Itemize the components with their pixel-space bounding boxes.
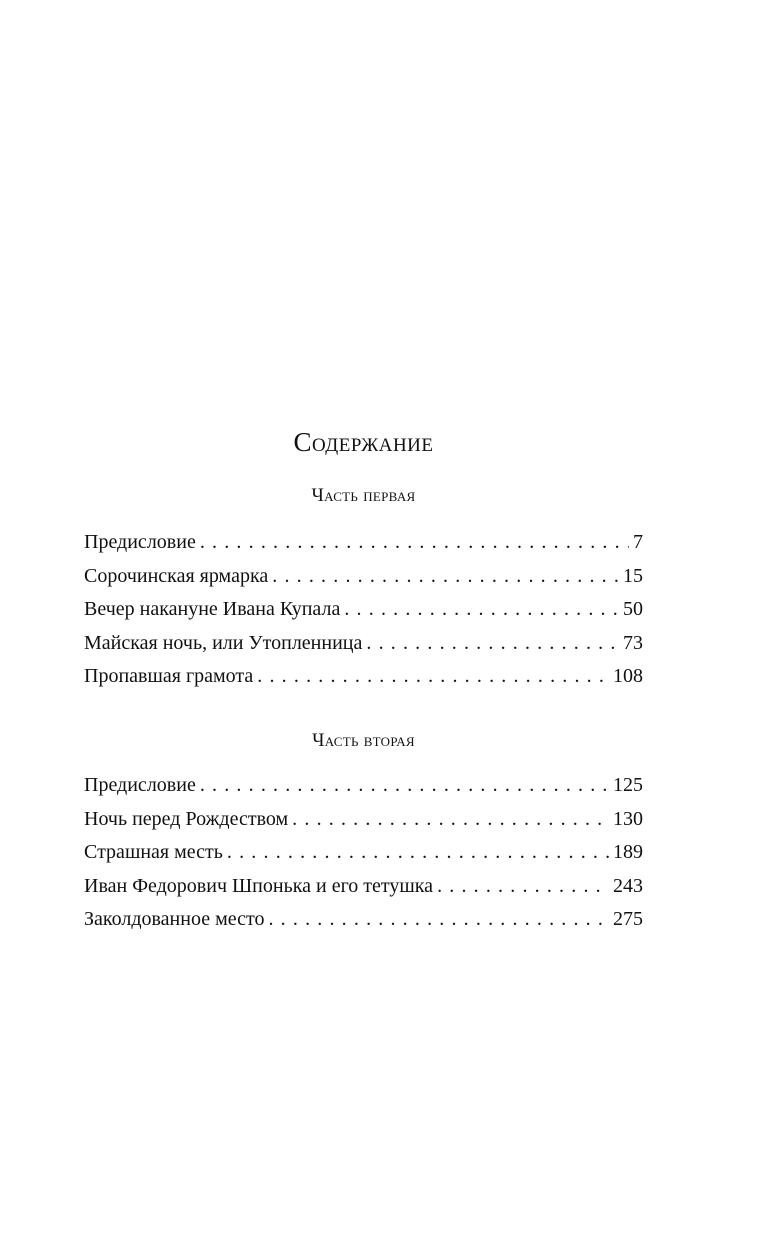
- dot-leader: [437, 872, 609, 900]
- toc-entry[interactable]: [84, 528, 643, 562]
- toc-entry-page: 243: [613, 874, 643, 897]
- toc-entry-label: Вечер накануне Ивана Купала: [84, 598, 341, 620]
- toc-entry[interactable]: [84, 662, 643, 696]
- dot-leader: [268, 905, 609, 933]
- toc-entry-page: 108: [613, 665, 643, 687]
- toc-entry[interactable]: [84, 805, 643, 839]
- toc-entry-page: 130: [613, 807, 643, 830]
- section-title-part-two: Часть вторая: [312, 730, 415, 751]
- toc-entry-page: 275: [613, 908, 643, 930]
- section-title-part-one: Часть первая: [311, 485, 416, 506]
- toc-entry-label: Заколдованное место: [84, 908, 265, 930]
- toc-entry-label: Страшная месть: [84, 841, 223, 863]
- dot-leader: [200, 771, 609, 799]
- dot-leader: [292, 805, 609, 833]
- toc-entry-label: Ночь перед Рождеством: [84, 807, 289, 830]
- toc-list-part-one: [84, 528, 643, 696]
- dot-leader: [366, 629, 619, 657]
- toc-entry-label: Иван Федорович Шпонька и его тетушка: [84, 874, 434, 897]
- toc-entry-page: 189: [613, 841, 643, 863]
- toc-entry-label: Предисловие: [84, 774, 196, 796]
- dot-leader: [257, 662, 609, 690]
- toc-entry[interactable]: [84, 595, 643, 629]
- dot-leader: [227, 838, 609, 866]
- toc-entry[interactable]: [84, 838, 643, 872]
- toc-entry[interactable]: [84, 562, 643, 596]
- toc-entry-page: 7: [633, 531, 643, 553]
- toc-entry-label: Майская ночь, или Утопленница: [84, 631, 363, 654]
- toc-entry[interactable]: [84, 905, 643, 939]
- dot-leader: [272, 562, 619, 590]
- toc-entry[interactable]: [84, 629, 643, 663]
- toc-entry-label: Пропавшая грамота: [84, 665, 254, 687]
- toc-entry-page: 15: [623, 564, 643, 587]
- dot-leader: [344, 595, 619, 623]
- toc-entry-label: Сорочинская ярмарка: [84, 564, 269, 587]
- toc-entry-page: 73: [623, 631, 643, 654]
- toc-entry-page: 125: [613, 774, 643, 796]
- toc-entry-page: 50: [623, 598, 643, 620]
- page-title: Содержание: [293, 427, 434, 457]
- toc-list-part-two: [84, 771, 643, 939]
- dot-leader: [200, 528, 629, 556]
- toc-entry-label: Предисловие: [84, 531, 196, 553]
- toc-entry[interactable]: [84, 872, 643, 906]
- toc-entry[interactable]: [84, 771, 643, 805]
